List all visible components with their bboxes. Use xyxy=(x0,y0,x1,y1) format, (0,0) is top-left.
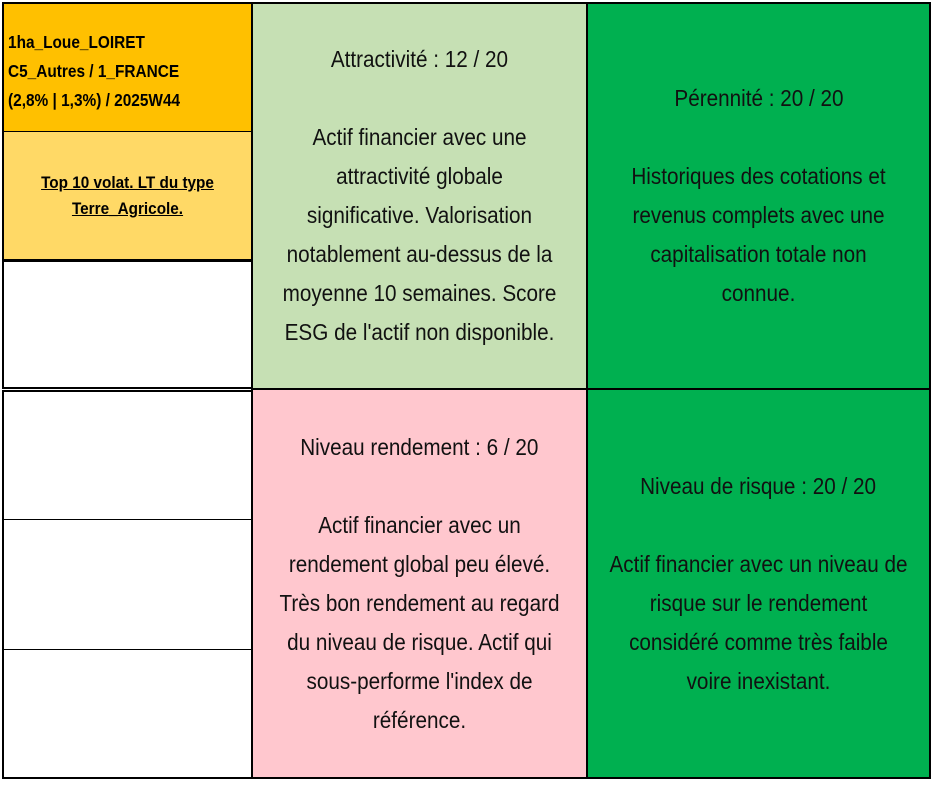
risque-line: considéré comme très faible xyxy=(629,628,888,655)
rendement-card xyxy=(251,388,588,779)
rendement-title: Niveau rendement : 6 / 20 xyxy=(300,433,539,460)
risque-title: Niveau de risque : 20 / 20 xyxy=(640,472,877,499)
empty-cell-1 xyxy=(2,260,253,389)
risque-card xyxy=(586,388,931,779)
risque-line: voire inexistant. xyxy=(686,667,831,694)
rendement-text xyxy=(253,506,586,740)
perennite-line: revenus complets avec une xyxy=(632,202,885,228)
category-text xyxy=(16,170,238,222)
risque-text xyxy=(588,545,929,701)
rendement-line: Très bon rendement au regard xyxy=(279,589,560,616)
category-cell xyxy=(2,131,253,261)
attractivite-line: ESG de l'actif non disponible. xyxy=(284,319,555,345)
attractivite-line: moyenne 10 semaines. Score xyxy=(282,280,557,306)
attractivite-line: notablement au-dessus de la xyxy=(286,241,553,267)
perennite-line: capitalisation totale non xyxy=(650,241,867,267)
category-line-1: Top 10 volat. LT du type xyxy=(41,173,214,192)
attractivite-card xyxy=(251,2,588,390)
perennite-line: connue. xyxy=(721,280,796,306)
perennite-text xyxy=(588,157,929,313)
perennite-card xyxy=(586,2,931,390)
attractivite-title: Attractivité : 12 / 20 xyxy=(330,46,509,72)
perennite-title: Pérennité : 20 / 20 xyxy=(673,85,844,111)
asset-class: C5_Autres / 1_FRANCE xyxy=(8,61,180,81)
empty-cell-3 xyxy=(2,519,253,650)
attractivite-line: significative. Valorisation xyxy=(306,202,533,228)
asset-header-cell xyxy=(2,2,253,132)
asset-header-text xyxy=(8,28,180,115)
empty-cell-4 xyxy=(2,649,253,779)
perennite-line: Historiques des cotations et xyxy=(631,163,886,189)
asset-period: (2,8% | 1,3%) / 2025W44 xyxy=(8,90,181,110)
rendement-line: du niveau de risque. Actif qui xyxy=(287,628,552,655)
rendement-line: Actif financier avec un xyxy=(318,511,521,538)
rendement-line: référence. xyxy=(372,706,467,733)
empty-cell-2 xyxy=(2,390,253,520)
category-line-2: Terre_Agricole. xyxy=(71,199,184,218)
rendement-line: rendement global peu élevé. xyxy=(288,550,551,577)
risque-line: risque sur le rendement xyxy=(649,589,868,616)
attractivite-text xyxy=(253,118,586,352)
attractivite-line: attractivité globale xyxy=(336,163,503,189)
asset-name: 1ha_Loue_LOIRET xyxy=(8,32,145,52)
risque-line: Actif financier avec un niveau de xyxy=(609,550,908,577)
rendement-line: sous-performe l'index de xyxy=(306,667,533,694)
attractivite-line: Actif financier avec une xyxy=(312,124,527,150)
